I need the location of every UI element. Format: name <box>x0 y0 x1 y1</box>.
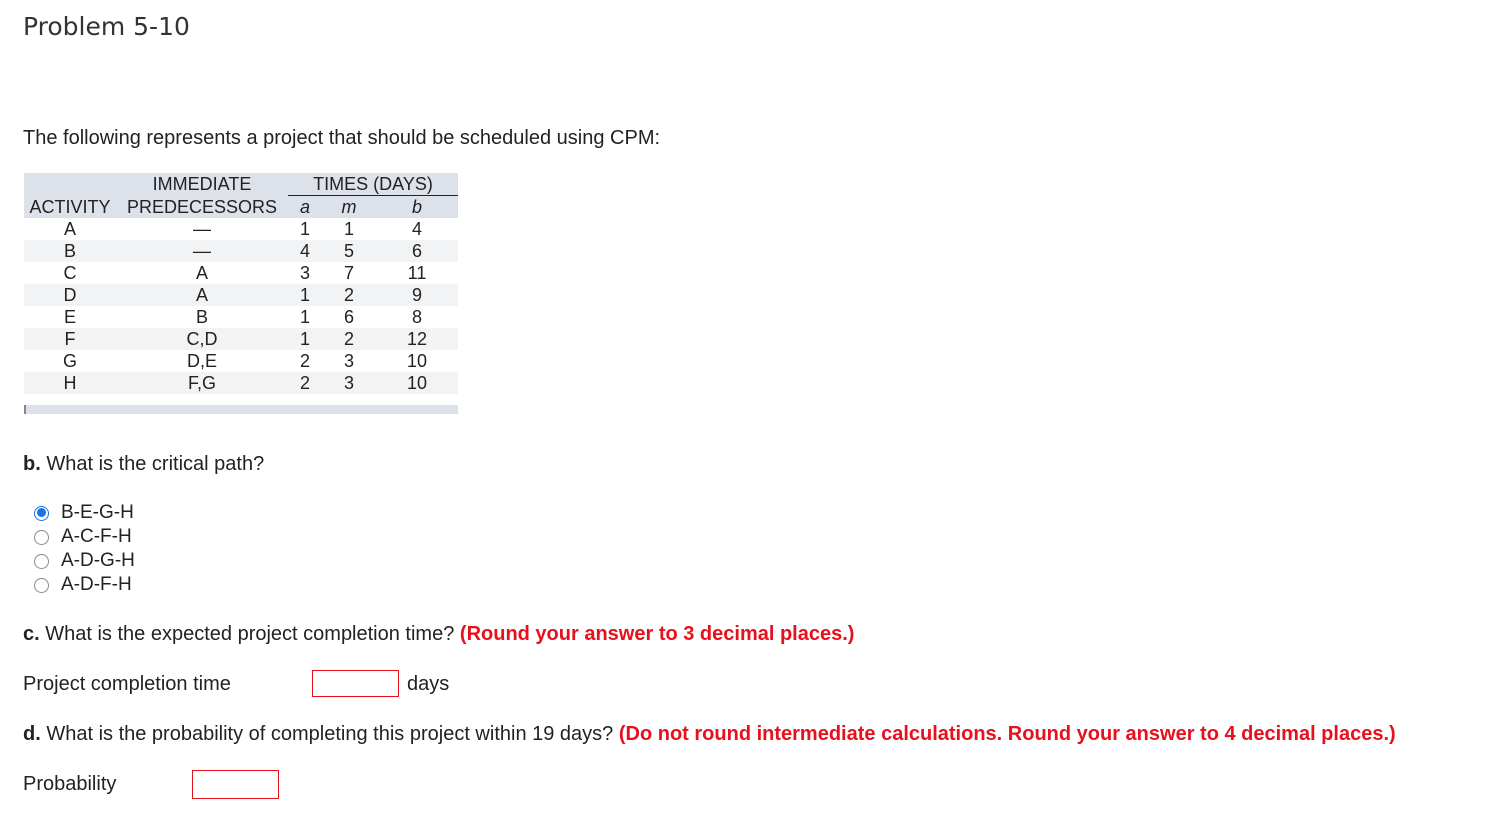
cell-b: 8 <box>411 307 422 327</box>
cell-b: 10 <box>406 373 428 393</box>
question-d-label: d. <box>23 723 41 745</box>
cell-m: 1 <box>343 219 354 239</box>
radio-option-label: A-D-G-H <box>61 550 135 571</box>
question-b-label: b. <box>23 453 41 475</box>
question-d-note: (Do not round intermediate calculations. Round your answer to 4 decimal places.) <box>618 723 1396 745</box>
completion-time-input[interactable] <box>312 670 399 697</box>
cell-activity: H <box>63 373 77 393</box>
cell-b: 4 <box>411 219 422 239</box>
cell-a: 1 <box>299 307 310 327</box>
table-row <box>24 350 458 372</box>
cell-activity: B <box>63 241 76 261</box>
cell-a: 3 <box>299 263 310 283</box>
radio-selected-icon[interactable] <box>34 506 49 521</box>
table-row <box>24 262 458 284</box>
cell-predecessors: B <box>195 307 208 327</box>
cell-activity: C <box>63 263 77 283</box>
table-row <box>24 284 458 306</box>
cell-a: 2 <box>299 351 310 371</box>
table-row <box>24 372 458 394</box>
cell-m: 2 <box>343 329 354 349</box>
table-row <box>24 328 458 350</box>
radio-option-label: B-E-G-H <box>61 502 134 523</box>
probability-input[interactable] <box>192 770 279 799</box>
question-b-text: What is the critical path? <box>40 453 265 475</box>
table-row <box>24 306 458 328</box>
table-row <box>24 240 458 262</box>
question-c-label: c. <box>23 623 40 645</box>
radio-option-label: A-D-F-H <box>61 574 132 595</box>
header-immediate: IMMEDIATE <box>152 174 252 195</box>
cell-predecessors: A <box>195 285 208 305</box>
radio-option-label: A-C-F-H <box>61 526 132 547</box>
cell-b: 10 <box>406 351 428 371</box>
cell-predecessors: C,D <box>186 329 218 349</box>
radio-option-4[interactable] <box>34 574 132 596</box>
cell-b: 9 <box>411 285 422 305</box>
days-unit-label: days <box>407 673 450 695</box>
completion-time-label: Project completion time <box>23 673 231 695</box>
cell-m: 7 <box>343 263 354 283</box>
question-d-text: What is the probability of completing this project within 19 days? <box>40 723 619 745</box>
question-c-note: (Round your answer to 3 decimal places.) <box>459 623 855 645</box>
cpm-activity-table <box>24 173 458 394</box>
header-m: m <box>341 197 357 217</box>
header-times: TIMES (DAYS) <box>288 173 458 196</box>
question-b <box>23 453 264 476</box>
cell-m: 3 <box>343 373 354 393</box>
cell-a: 2 <box>299 373 310 393</box>
cell-predecessors: D,E <box>186 351 217 371</box>
cell-a: 1 <box>299 219 310 239</box>
radio-option-2[interactable] <box>34 526 132 548</box>
cell-b: 11 <box>407 263 427 283</box>
radio-unselected-icon[interactable] <box>34 554 49 569</box>
header-a: a <box>299 197 310 217</box>
cell-m: 2 <box>343 285 354 305</box>
radio-option-3[interactable] <box>34 550 135 572</box>
radio-option-1[interactable] <box>34 502 134 524</box>
cell-m: 5 <box>343 241 354 261</box>
cell-predecessors: A <box>195 263 208 283</box>
page-title: Problem 5-10 <box>23 12 190 41</box>
cell-m: 6 <box>343 307 354 327</box>
header-predecessors: PREDECESSORS <box>126 196 278 217</box>
probability-label: Probability <box>23 773 117 795</box>
cell-activity: D <box>63 285 77 305</box>
cell-a: 1 <box>299 285 310 305</box>
cell-predecessors: — <box>193 241 211 261</box>
cell-predecessors: — <box>193 219 211 239</box>
table-row <box>24 218 458 240</box>
cell-b: 12 <box>406 329 428 349</box>
problem-intro: The following represents a project that should be scheduled using CPM: <box>23 127 661 149</box>
table-header-row-1 <box>24 173 458 196</box>
header-blank <box>24 173 116 196</box>
cell-activity: E <box>63 307 76 327</box>
cell-predecessors: F,G <box>187 373 216 393</box>
question-c <box>23 623 854 646</box>
question-c-text: What is the expected project completion time? <box>39 623 460 645</box>
header-b: b <box>411 197 422 217</box>
cell-b: 6 <box>411 241 422 261</box>
radio-unselected-icon[interactable] <box>34 578 49 593</box>
table-header-row-2 <box>24 196 458 219</box>
table-footer-bar <box>24 405 458 414</box>
cell-activity: A <box>63 219 76 239</box>
cell-a: 1 <box>299 329 310 349</box>
cell-activity: F <box>64 329 76 349</box>
cell-a: 4 <box>299 241 310 261</box>
cell-m: 3 <box>343 351 354 371</box>
header-activity: ACTIVITY <box>29 196 111 217</box>
radio-unselected-icon[interactable] <box>34 530 49 545</box>
cell-activity: G <box>62 351 77 371</box>
question-d <box>23 723 1396 746</box>
